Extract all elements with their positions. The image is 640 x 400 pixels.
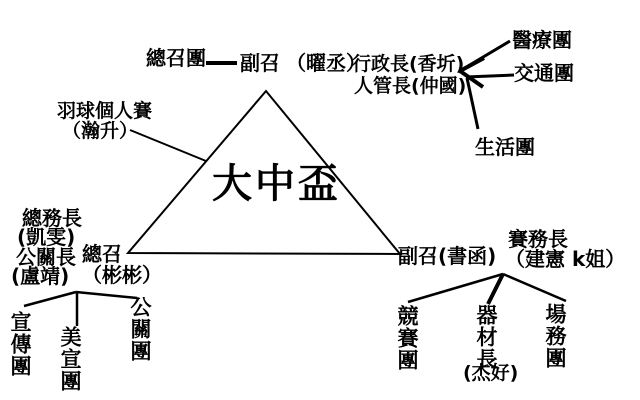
- admin-officer-label: 行政長(香圻): [352, 53, 465, 75]
- competition-connector: [408, 274, 503, 302]
- medical-team-label: 醫療團: [512, 28, 572, 52]
- hr-officer-label: 人管長(仲國): [354, 75, 467, 97]
- pr-officer-label: 公關長: [16, 245, 76, 269]
- pr-team-label: 公關團: [128, 296, 153, 362]
- diagram-title: 大中盃: [212, 161, 341, 207]
- badminton-connector: [130, 130, 206, 161]
- publicity-team-label: 宣傳團: [8, 311, 33, 377]
- badminton-event-name: （瀚升）: [62, 120, 139, 142]
- transport-connector: [466, 75, 514, 77]
- equipment-officer-label: 器材長: [474, 304, 499, 370]
- life-team-label: 生活團: [475, 135, 535, 159]
- general-affairs-officer-label: 總務長: [22, 206, 82, 230]
- life-connector: [467, 78, 478, 129]
- games-officer-label: 賽務長: [508, 227, 568, 251]
- transport-team-label: 交通團: [514, 61, 574, 85]
- publicity-connector: [24, 292, 76, 306]
- general-affairs-officer-name: (凱雯): [17, 225, 76, 249]
- bottom-chief-name: （彬彬）: [82, 263, 162, 287]
- chief-team-label: 總召團: [146, 46, 206, 70]
- venue-team-label: 場務團: [543, 303, 568, 369]
- games-officer-names: （建憲 k姐）: [505, 247, 626, 271]
- venue-connector: [503, 274, 566, 301]
- top-deputy-name: （曜丞）: [286, 51, 366, 75]
- right-deputy-label: 副召(書函): [398, 244, 497, 268]
- top-deputy-label: 副召: [240, 51, 280, 75]
- bottom-chief-label: 總召: [82, 242, 122, 266]
- pr-officer-name: (盧靖): [11, 264, 70, 288]
- badminton-event-label: 羽球個人賽: [57, 100, 153, 122]
- competition-team-label: 競賽團: [395, 305, 420, 371]
- art-team-label: 美宣團: [58, 326, 83, 392]
- equipment-officer-name: (杰好): [463, 362, 519, 384]
